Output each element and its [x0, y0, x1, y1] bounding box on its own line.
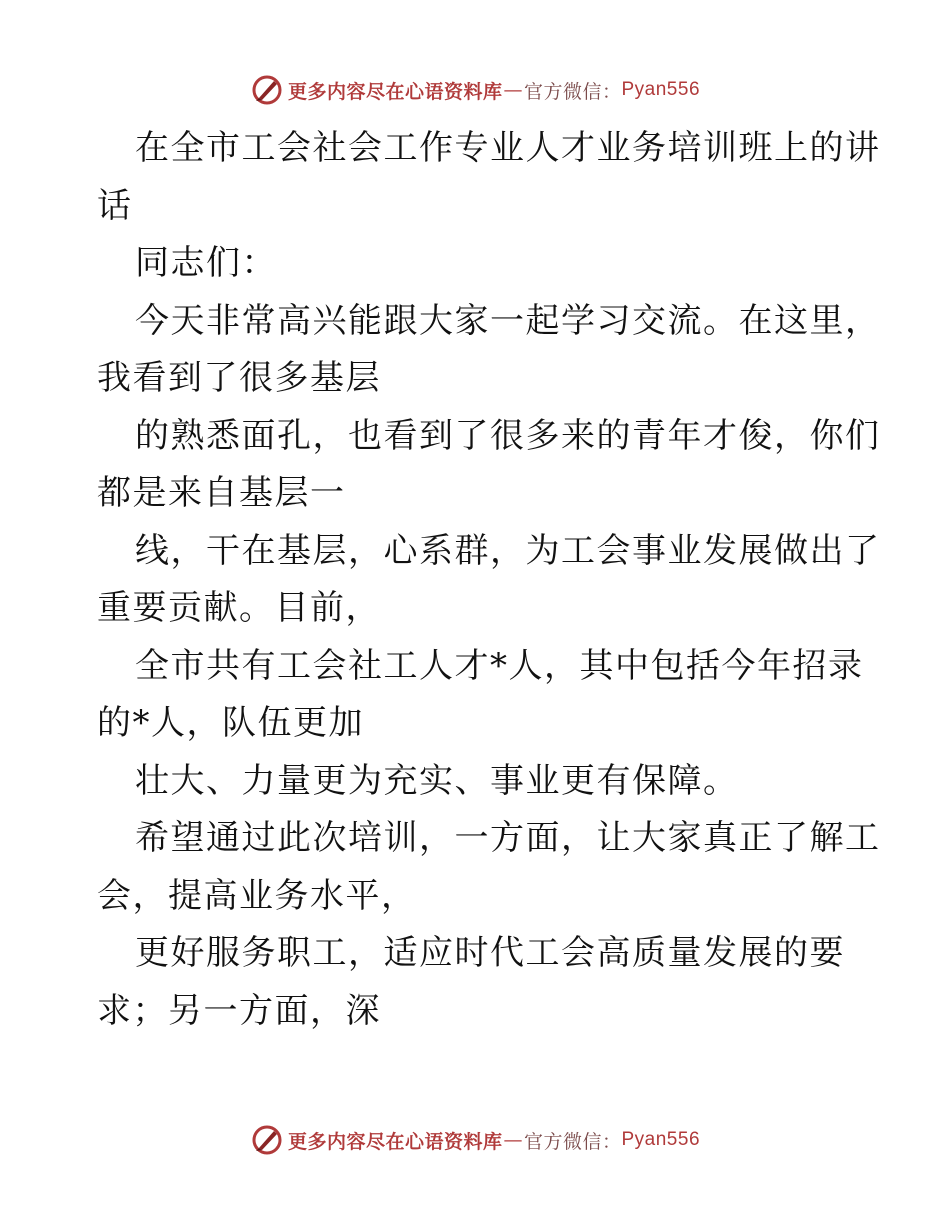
text-line: 我看到了很多基层: [97, 358, 381, 398]
text-line: 线，干在基层，心系群，为工会事业发展做出了: [135, 530, 881, 571]
banner-official-label: 官方微信：: [523, 1130, 622, 1153]
banner-brand-text: 更多内容尽在心语资料库: [287, 1130, 503, 1153]
quill-logo-icon: [250, 73, 284, 107]
text-line: 更好服务职工，适应时代工会高质量发展的要: [135, 933, 845, 973]
text-line: 的熟悉面孔，也看到了很多来的青年才俊，你们: [135, 415, 881, 456]
text-line: 在全市工会社会工作专业人才业务培训班上的讲: [135, 128, 881, 168]
banner-official-label: 官方微信：: [523, 80, 622, 103]
header-banner: [0, 70, 950, 110]
banner-dash: —: [503, 1129, 523, 1151]
banner-wechat-id: Pyan556: [621, 79, 701, 100]
text-line: 的*人，队伍更加: [97, 703, 364, 743]
text-line: 都是来自基层一: [97, 473, 346, 513]
text-line: 全市共有工会社工人才*人，其中包括今年招录: [135, 645, 864, 686]
text-line: 话: [97, 185, 133, 226]
banner-dash: —: [503, 79, 523, 101]
text-line: 同志们：: [135, 243, 277, 283]
text-line: 重要贡献。目前，: [97, 588, 381, 628]
text-line: 希望通过此次培训，一方面，让大家真正了解工: [135, 818, 881, 858]
document-body: [97, 120, 881, 1040]
text-line: 今天非常高兴能跟大家一起学习交流。在这里，: [135, 300, 881, 341]
text-line: 壮大、力量更为充实、事业更有保障。: [135, 760, 739, 801]
footer-banner: [0, 1120, 950, 1160]
banner-wechat-id: Pyan556: [621, 1129, 701, 1150]
banner-brand-text: 更多内容尽在心语资料库: [287, 80, 503, 103]
quill-logo-icon: [250, 1123, 284, 1157]
text-line: 会，提高业务水平，: [97, 875, 417, 916]
text-line: 求；另一方面，深: [97, 990, 381, 1031]
